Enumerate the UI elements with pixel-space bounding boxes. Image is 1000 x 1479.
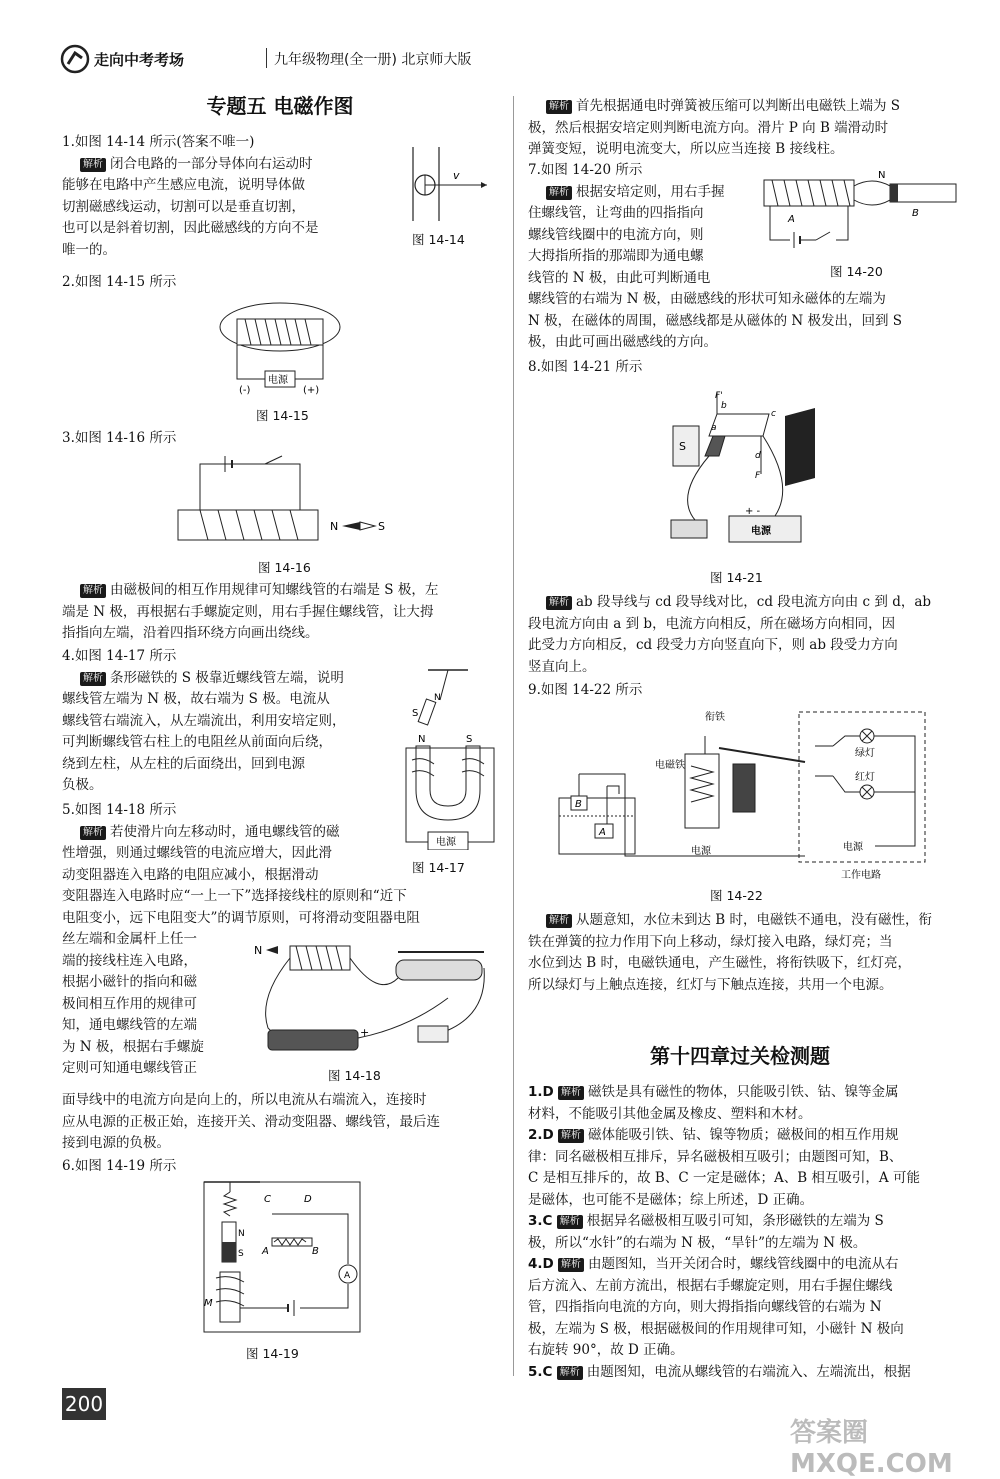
q1-line: 唯一的。 [62, 241, 116, 258]
svg-text:电源: 电源 [436, 837, 456, 848]
svg-text:N: N [878, 170, 886, 181]
q1-line: 闭合电路的一部分导体向右运动时 [110, 155, 313, 172]
course-title: 九年级物理(全一册) 北京师大版 [274, 52, 472, 68]
fig-caption: 图 14-21 [710, 570, 763, 585]
answer-number: 1.D [528, 1084, 554, 1100]
svg-text:+ -: + - [745, 506, 761, 517]
chapter-test-title: 第十四章过关检测题 [650, 1044, 830, 1068]
analysis-tag: 解析 [80, 584, 106, 598]
fig-caption: 图 14-19 [246, 1346, 299, 1361]
analysis-tag: 解析 [80, 672, 106, 686]
q4-block: 4.如图 14-17 所示 解析 条形磁铁的 S 极靠近螺线管左端，说明 螺线管左端为 N 极，故右端为 S 极。电流从 螺线管右端流入，从左端流出，利用安培定则， 可判断螺线管右柱上的电阻丝从前面向后绕， 绕到左柱，从左柱的后面绕出，回到电源 负极。 [62, 646, 402, 797]
fig-caption: 图 14-18 [328, 1068, 381, 1083]
q1-head: 1.如图 14-14 所示(答案不唯一) [62, 134, 255, 150]
fig-caption: 图 14-16 [258, 560, 311, 575]
q6-analysis: 解析 首先根据通电时弹簧被压缩可以判断出电磁铁上端为 S 极，然后根据安培定则判断电流方向。滑片 P 向 B 端滑动时 弹簧变短，说明电流变大，所以应当连接 B 接线柱。 [528, 98, 901, 157]
q9-head: 9.如图 14-22 所示 [528, 682, 643, 698]
analysis-tag: 解析 [546, 186, 572, 200]
fig-caption: 图 14-14 [412, 232, 465, 247]
svg-text:B: B [312, 1246, 319, 1257]
fig-caption: 图 14-17 [412, 860, 465, 875]
q6-block [62, 1156, 502, 1178]
figure-14-15 [215, 295, 345, 395]
svg-text:D: D [304, 1194, 312, 1205]
svg-text:b: b [721, 401, 727, 411]
q5-block-wide: 变阻器连入电路时应“一上一下”选择接线柱的原则和“近下 电阻变小，远下电阻变大”的调节原则，可将滑动变阻器电阻 [62, 888, 420, 926]
header-divider [266, 48, 267, 68]
analysis-tag: 解析 [80, 158, 106, 172]
svg-text:工作电路: 工作电路 [841, 870, 881, 881]
q7-block: 7.如图 14-20 所示 解析 根据安培定则，用右手握 住螺线管，让弯曲的四指指向 螺线管线圈中的电流方向，则 大拇指所指的那端即为通电螺 线管的 N 极，由此可判断通电 [528, 160, 768, 289]
analysis-tag: 解析 [546, 596, 572, 610]
q9-block [528, 680, 958, 702]
svg-text:B: B [575, 799, 582, 810]
q3-head: 3.如图 14-16 所示 [62, 430, 177, 446]
q2-block [62, 272, 482, 294]
answer-number: 3.C [528, 1213, 553, 1229]
svg-text:S: S [238, 1249, 244, 1259]
answer-number: 2.D [528, 1127, 554, 1143]
svg-text:C: C [264, 1194, 271, 1205]
svg-text:电源: 电源 [843, 842, 863, 853]
svg-text:+: + [360, 1026, 370, 1039]
answers-block: 1.D 解析 磁铁是具有磁性的物体，只能吸引铁、钴、镍等金属 材料，不能吸引其他金属及橡皮、塑料和木材。 2.D 解析 磁体能吸引铁、钴、镍等物质；磁极间的相互作用规 律：同名磁极相互排斥，异名磁极相互吸引；由题图可知，B、 C 是相互排斥的，故 B、C 一定是磁体；A、B 相互吸引，A 可能 是磁体，也可能不是磁体；综上所述，D 正确。 3.C 解析 根据异名磁极相互吸引可知，条形磁铁的左端为 S 极，所以“水针”的右端为 N 极，“旱针”的左端为 N 极。 4.D 解析 由题图知，当开关闭合时，螺线管线圈中的电流从右 后方流入、左前方流出，根据右手螺旋定则，用右手握住螺线 管，四指指向电流的方向，则大拇指指向螺线管的右端为 N 极，左端为 S 极，根据磁极间的作用规律可知，小磁针 N 极向 右旋转 90°，故 D 正确。 5.C 解析 由题图知，电流从螺线管的右端流入、左端流出，根据 [528, 1084, 920, 1380]
svg-text:F': F' [715, 391, 723, 401]
svg-text:(+): (+) [303, 385, 320, 395]
analysis-tag: 解析 [546, 100, 572, 114]
q1-line: 也可以是斜着切割，因此磁感线的方向不是 [62, 220, 319, 236]
figure-14-19 [200, 1178, 370, 1338]
analysis-tag: 解析 [558, 1258, 584, 1272]
q4-head: 4.如图 14-17 所示 [62, 648, 177, 664]
section-title: 专题五 电磁作图 [206, 94, 354, 118]
q5-head: 5.如图 14-18 所示 [62, 802, 177, 818]
svg-text:(-): (-) [239, 385, 251, 395]
svg-text:d: d [755, 451, 761, 461]
svg-text:F: F [755, 471, 761, 481]
svg-text:N: N [434, 693, 441, 703]
svg-text:S: S [378, 520, 385, 533]
svg-text:A: A [262, 1246, 269, 1257]
svg-text:N: N [330, 520, 339, 533]
q2-head: 2.如图 14-15 所示 [62, 274, 177, 290]
svg-text:绿灯: 绿灯 [855, 748, 875, 759]
q6-head: 6.如图 14-19 所示 [62, 1158, 177, 1174]
q1-line: 切割磁感线运动，切割可以是垂直切割， [62, 198, 305, 215]
page-header [60, 44, 520, 74]
q1-line: 能够在电路中产生感应电流，说明导体做 [62, 177, 305, 193]
q7-head: 7.如图 14-20 所示 [528, 162, 643, 178]
svg-text:c: c [771, 409, 776, 419]
watermark: 答案圈 MXQE.COM [790, 1418, 953, 1479]
fig-caption: 图 14-20 [830, 264, 883, 279]
svg-text:a: a [711, 423, 717, 433]
brand-name: 走向中考考场 [94, 51, 185, 69]
svg-text:A: A [344, 1271, 351, 1281]
figure-14-20 [760, 166, 960, 256]
svg-text:A: A [788, 214, 795, 225]
svg-text:v: v [453, 169, 460, 182]
figure-14-18 [248, 938, 498, 1062]
analysis-tag: 解析 [557, 1215, 583, 1229]
runner-logo-icon [60, 44, 90, 74]
svg-text:电源: 电源 [268, 375, 288, 386]
svg-text:电源: 电源 [691, 846, 711, 857]
q3-head-block [62, 428, 482, 450]
svg-text:红灯: 红灯 [855, 772, 875, 783]
analysis-tag: 解析 [546, 914, 572, 928]
q1-block [62, 132, 392, 261]
svg-text:衔铁: 衔铁 [705, 712, 725, 723]
svg-text:S: S [679, 440, 686, 453]
fig-caption: 图 14-15 [256, 408, 309, 423]
analysis-tag: 解析 [557, 1366, 583, 1380]
svg-text:N: N [254, 944, 263, 957]
fig-caption: 图 14-22 [710, 888, 763, 903]
figure-14-17 [398, 660, 498, 850]
svg-text:M: M [204, 1298, 213, 1309]
svg-text:S: S [466, 734, 473, 745]
analysis-tag: 解析 [558, 1086, 584, 1100]
q8-block [528, 357, 958, 379]
q7-analysis-wide: 螺线管的右端为 N 极，由磁感线的形状可知永磁体的左端为 N 极，在磁体的周围，磁感线都是从磁体的 N 极发出，回到 S 极，由此可画出磁感线的方向。 [528, 291, 903, 350]
answer-number: 5.C [528, 1363, 553, 1380]
q5-block: 5.如图 14-18 所示 解析 若使滑片向左移动时，通电螺线管的磁 性增强，则通过螺线管的电流应增大，因此滑 动变阻器连入电路的电阻应减小，根据滑动 [62, 800, 392, 886]
svg-text:A: A [599, 827, 606, 838]
analysis-tag: 解析 [558, 1129, 584, 1143]
q5-block-end: 面导线中的电流方向是向上的，所以电流从右端流入，连接时 应从电源的正极正始，连接开关、滑动变阻器、螺线管，最后连 接到电源的负极。 [62, 1092, 440, 1151]
q5-block-narrow: 丝左端和金属杆上任一 端的接线柱连入电路， 根据小磁针的指向和磁 极间相互作用的规律可 知，通电螺线管的左端 为 N 极，根据右手螺旋 定则可知通电螺线管正 [62, 931, 204, 1076]
svg-text:N: N [238, 1229, 245, 1239]
svg-text:N: N [418, 734, 426, 745]
q9-analysis: 解析 从题意知，水位未到达 B 时，电磁铁不通电，没有磁性，衔 铁在弹簧的拉力作用下向上移动，绿灯接入电路，绿灯亮；当 水位到达 B 时，电磁铁通电，产生磁性，将衔铁吸下，红灯亮， 所以绿灯与上触点连接，红灯与下触点连接，共用一个电源。 [528, 912, 933, 993]
answer-number: 4.D [528, 1256, 554, 1272]
analysis-tag: 解析 [80, 826, 106, 840]
svg-text:电磁铁: 电磁铁 [655, 760, 685, 771]
q8-analysis: 解析 ab 段导线与 cd 段导线对比，cd 段电流方向由 c 到 d，ab 段电流方向由 a 到 b，电流方向相反，所在磁场方向相同，因 此受力方向相反，cd 段受力方向竖直向下，则 ab 段受力方向 竖直向上。 [528, 594, 932, 675]
svg-text:B: B [912, 208, 919, 219]
figure-14-16 [170, 450, 400, 550]
q8-head: 8.如图 14-21 所示 [528, 359, 643, 375]
svg-text:电源: 电源 [751, 526, 771, 537]
figure-14-14 [395, 145, 495, 225]
figure-14-22 [555, 706, 930, 882]
svg-text:S: S [412, 708, 419, 719]
q3-analysis: 解析 由磁极间的相互作用规律可知螺线管的右端是 S 极，左 端是 N 极，再根据右手螺旋定则，用右手握住螺线管，让大拇 指指向左端，沿着四指环绕方向画出绕线。 [62, 582, 439, 641]
page-number: 200 [62, 1388, 106, 1420]
column-divider [513, 96, 514, 1376]
figure-14-21 [665, 386, 825, 560]
